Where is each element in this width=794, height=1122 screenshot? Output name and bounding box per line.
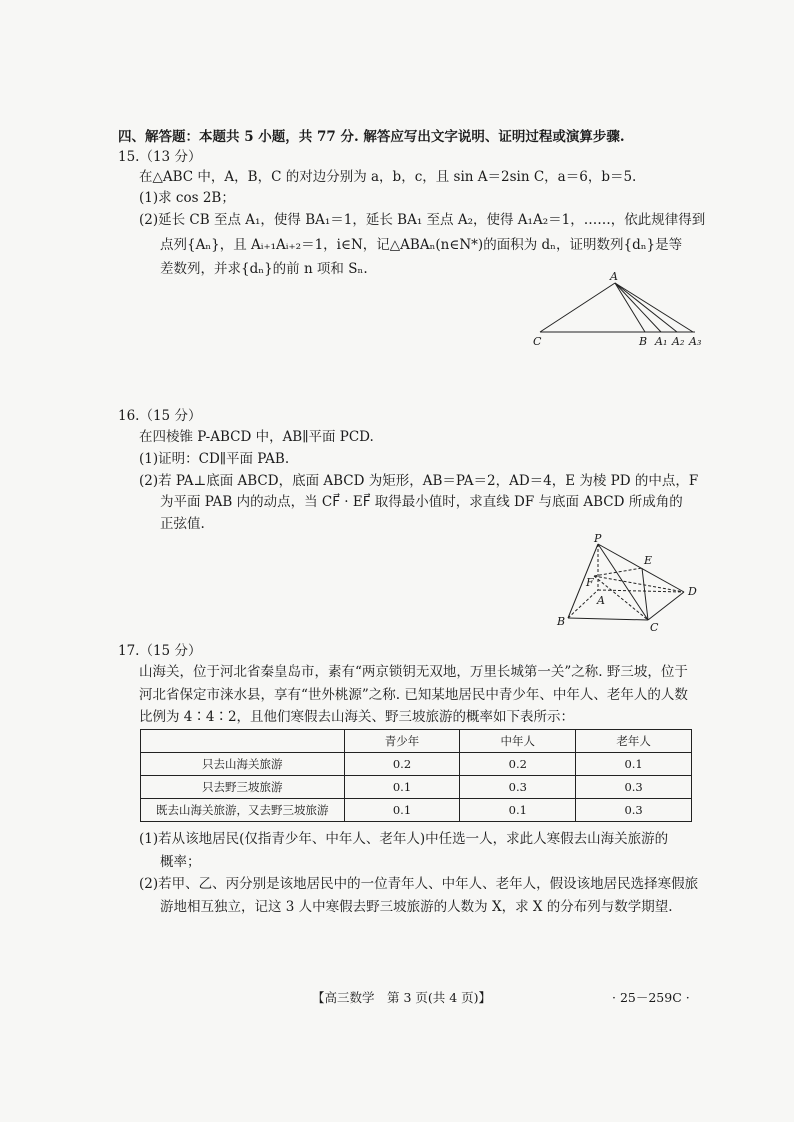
q16-part2-line1: (2)若 PA⊥底面 ABCD，底面 ABCD 为矩形，AB＝PA＝2，AD＝4，E 为棱 PD 的中点，F bbox=[139, 473, 699, 489]
table-header-cell: 中年人 bbox=[460, 730, 576, 753]
table-cell: 0.1 bbox=[576, 753, 692, 776]
table-header-cell: 青少年 bbox=[344, 730, 460, 753]
label-A: A bbox=[610, 270, 618, 283]
table-cell: 0.2 bbox=[460, 753, 576, 776]
probability-table bbox=[140, 729, 692, 822]
section-header: 四、解答题：本题共 5 小题，共 77 分. 解答应写出文字说明、证明过程或演算步骤. bbox=[118, 129, 625, 145]
table-cell: 0.1 bbox=[460, 799, 576, 822]
q15-part2-line2: 点列{Aₙ}，且 Aᵢ₊₁Aᵢ₊₂＝1，i∈N，记△ABAₙ(n∈N*)的面积为 dₙ，证明数列{dₙ}是等 bbox=[160, 237, 683, 253]
label-A1: A₁ bbox=[655, 335, 668, 348]
table-row bbox=[141, 799, 692, 822]
q17-part1-line2: 概率； bbox=[160, 854, 201, 870]
q16-part2-line2: 为平面 PAB 内的动点，当 CF⃗ · EF⃗ 取得最小值时，求直线 DF 与底面 ABCD 所成角的 bbox=[160, 494, 683, 510]
label-D: D bbox=[688, 585, 697, 598]
q17-title: 17.（15 分） bbox=[118, 643, 202, 659]
table-cell: 0.1 bbox=[344, 776, 460, 799]
q16-part2-line3: 正弦值. bbox=[160, 516, 205, 532]
q17-part2-line2: 游地相互独立，记这 3 人中寒假去野三坡旅游的人数为 X，求 X 的分布列与数学期望. bbox=[160, 899, 673, 915]
table-cell: 0.2 bbox=[344, 753, 460, 776]
q15-stem: 在△ABC 中，A，B，C 的对边分别为 a，b，c，且 sin A＝2sin C，a＝6，b＝5. bbox=[139, 169, 637, 185]
table-cell: 0.3 bbox=[576, 776, 692, 799]
label-B: B bbox=[557, 615, 566, 628]
table-cell: 既去山海关旅游，又去野三坡旅游 bbox=[141, 799, 345, 822]
table-row bbox=[141, 776, 692, 799]
table-cell: 0.3 bbox=[576, 799, 692, 822]
q15-part1: (1)求 cos 2B； bbox=[139, 190, 235, 206]
q16-title: 16.（15 分） bbox=[118, 408, 202, 424]
q15-title: 15.（13 分） bbox=[118, 149, 202, 165]
table-cell: 0.1 bbox=[344, 799, 460, 822]
q17-part1-line1: (1)若从该地居民(仅指青少年、中年人、老年人)中任选一人，求此人寒假去山海关旅游的 bbox=[139, 831, 669, 847]
q15-triangle-figure bbox=[525, 270, 715, 350]
q17-part2-line1: (2)若甲、乙、丙分别是该地居民中的一位青年人、中年人、老年人，假设该地居民选择寒假旅 bbox=[139, 876, 699, 892]
table-cell: 0.3 bbox=[460, 776, 576, 799]
table-cell: 只去山海关旅游 bbox=[141, 753, 345, 776]
label-P: P bbox=[594, 532, 602, 545]
page-footer: 【高三数学 第 3 页(共 4 页)】 bbox=[312, 990, 492, 1005]
q16-stem: 在四棱锥 P-ABCD 中，AB∥平面 PCD. bbox=[139, 429, 374, 445]
q16-pyramid-figure bbox=[548, 532, 708, 636]
table-header-cell: 老年人 bbox=[576, 730, 692, 753]
document-code: · 25－259C · bbox=[612, 990, 690, 1005]
q17-stem-line2: 河北省保定市涞水县，享有“世外桃源”之称. 已知某地居民中青少年、中年人、老年人的人数 bbox=[139, 687, 688, 703]
table-cell: 只去野三坡旅游 bbox=[141, 776, 345, 799]
label-A: A bbox=[597, 594, 605, 607]
table-header-row bbox=[141, 730, 692, 753]
table-header-cell bbox=[141, 730, 345, 753]
q16-part1: (1)证明：CD∥平面 PAB. bbox=[139, 451, 290, 467]
q17-stem-line1: 山海关，位于河北省秦皇岛市，素有“两京锁钥无双地，万里长城第一关”之称. 野三坡，位于 bbox=[139, 664, 688, 680]
label-A2: A₂ bbox=[672, 335, 685, 348]
label-B: B bbox=[639, 335, 648, 348]
table-row bbox=[141, 753, 692, 776]
q15-part2-line3: 差数列，并求{dₙ}的前 n 项和 Sₙ. bbox=[160, 261, 368, 277]
q17-stem-line3: 比例为 4∶4∶2，且他们寒假去山海关、野三坡旅游的概率如下表所示： bbox=[139, 709, 575, 725]
q15-part2-line1: (2)延长 CB 至点 A₁，使得 BA₁＝1，延长 BA₁ 至点 A₂，使得 A₁A₂＝1，……，依此规律得到 bbox=[139, 212, 706, 228]
label-F: F bbox=[586, 576, 594, 589]
label-C: C bbox=[650, 621, 659, 634]
label-A3: A₃ bbox=[689, 335, 702, 348]
label-C: C bbox=[533, 335, 542, 348]
label-E: E bbox=[644, 554, 653, 567]
